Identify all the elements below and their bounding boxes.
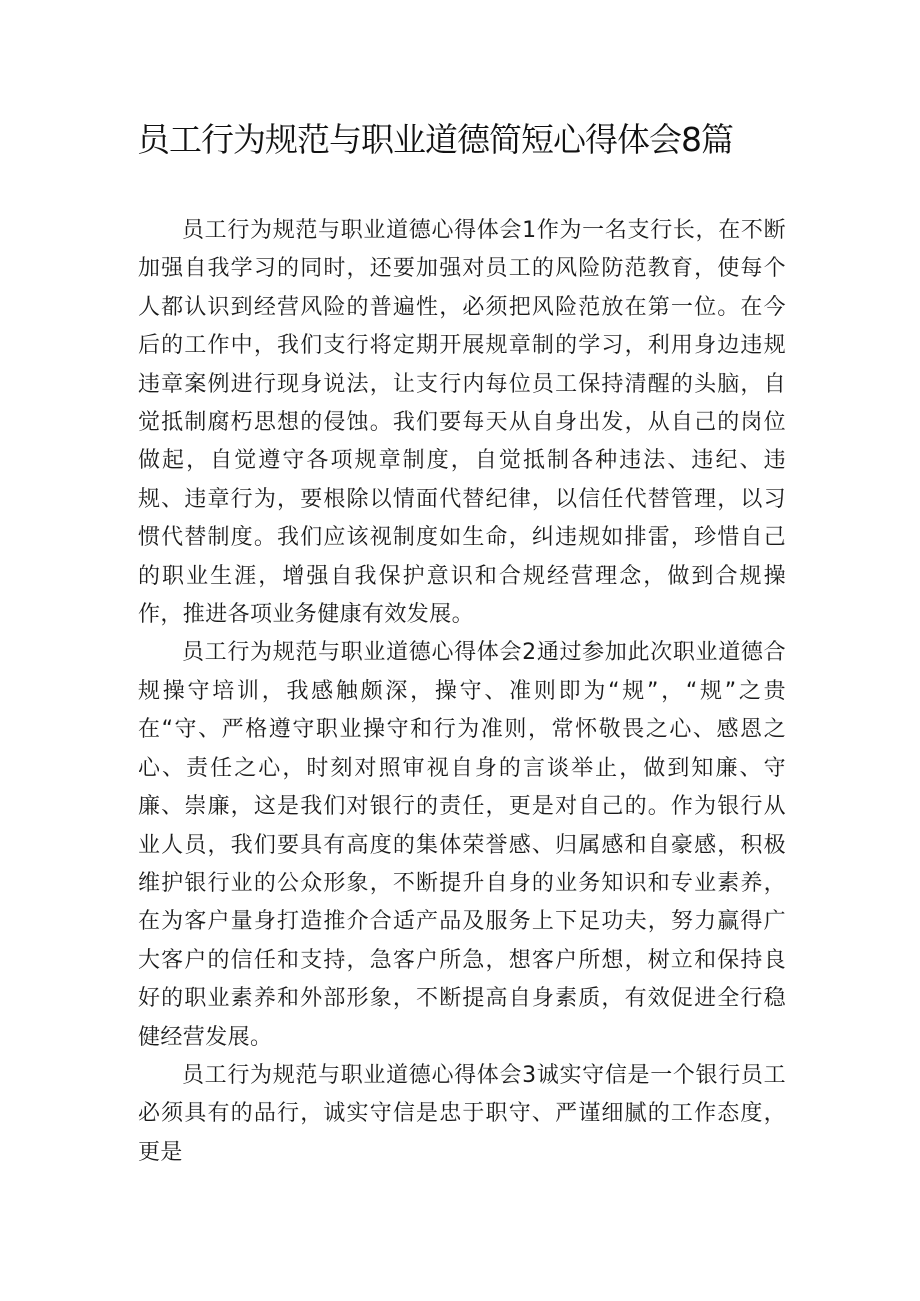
paragraph-3: 员工行为规范与职业道德心得体会3诚实守信是一个银行员工必须具有的品行，诚实守信是忠于职守、严谨细腻的工作态度，更是: [138, 1062, 786, 1165]
document-title: 员工行为规范与职业道德简短心得体会8篇: [137, 120, 733, 159]
document-body: [138, 212, 786, 1172]
paragraph-2: 员工行为规范与职业道德心得体会2通过参加此次职业道德合规操守培训，我感触颇深，操守、准则即为“规”，“规”之贵在“守、严格遵守职业操守和行为准则，常怀敬畏之心、感恩之心、责任之心，时刻对照审视自身的言谈举止，做到知廉、守廉、崇廉，这是我们对银行的责任，更是对自己的。作为银行从业人员，我们要具有高度的集体荣誉感、归属感和自豪感，积极维护银行业的公众形象，不断提升自身的业务知识和专业素养，在为客户量身打造推介合适产品及服务上下足功夫，努力赢得广大客户的信任和支持，急客户所急，想客户所想，树立和保持良好的职业素养和外部形象，不断提高自身素质，有效促进全行稳健经营发展。: [138, 640, 786, 1050]
paragraph-1: 员工行为规范与职业道德心得体会1作为一名支行长，在不断加强自我学习的同时，还要加强对员工的风险防范教育，使每个人都认识到经营风险的普遍性，必须把风险范放在第一位。在今后的工作中，我们支行将定期开展规章制的学习，利用身边违规违章案例进行现身说法，让支行内每位员工保持清醒的头脑，自觉抵制腐朽思想的侵蚀。我们要每天从自身出发，从自己的岗位做起，自觉遵守各项规章制度，自觉抵制各种违法、违纪、违规、违章行为，要根除以情面代替纪律，以信任代替管理，以习惯代替制度。我们应该视制度如生命，纠违规如排雷，珍惜自己的职业生涯，增强自我保护意识和合规经营理念，做到合规操作，推进各项业务健康有效发展。: [138, 218, 786, 628]
